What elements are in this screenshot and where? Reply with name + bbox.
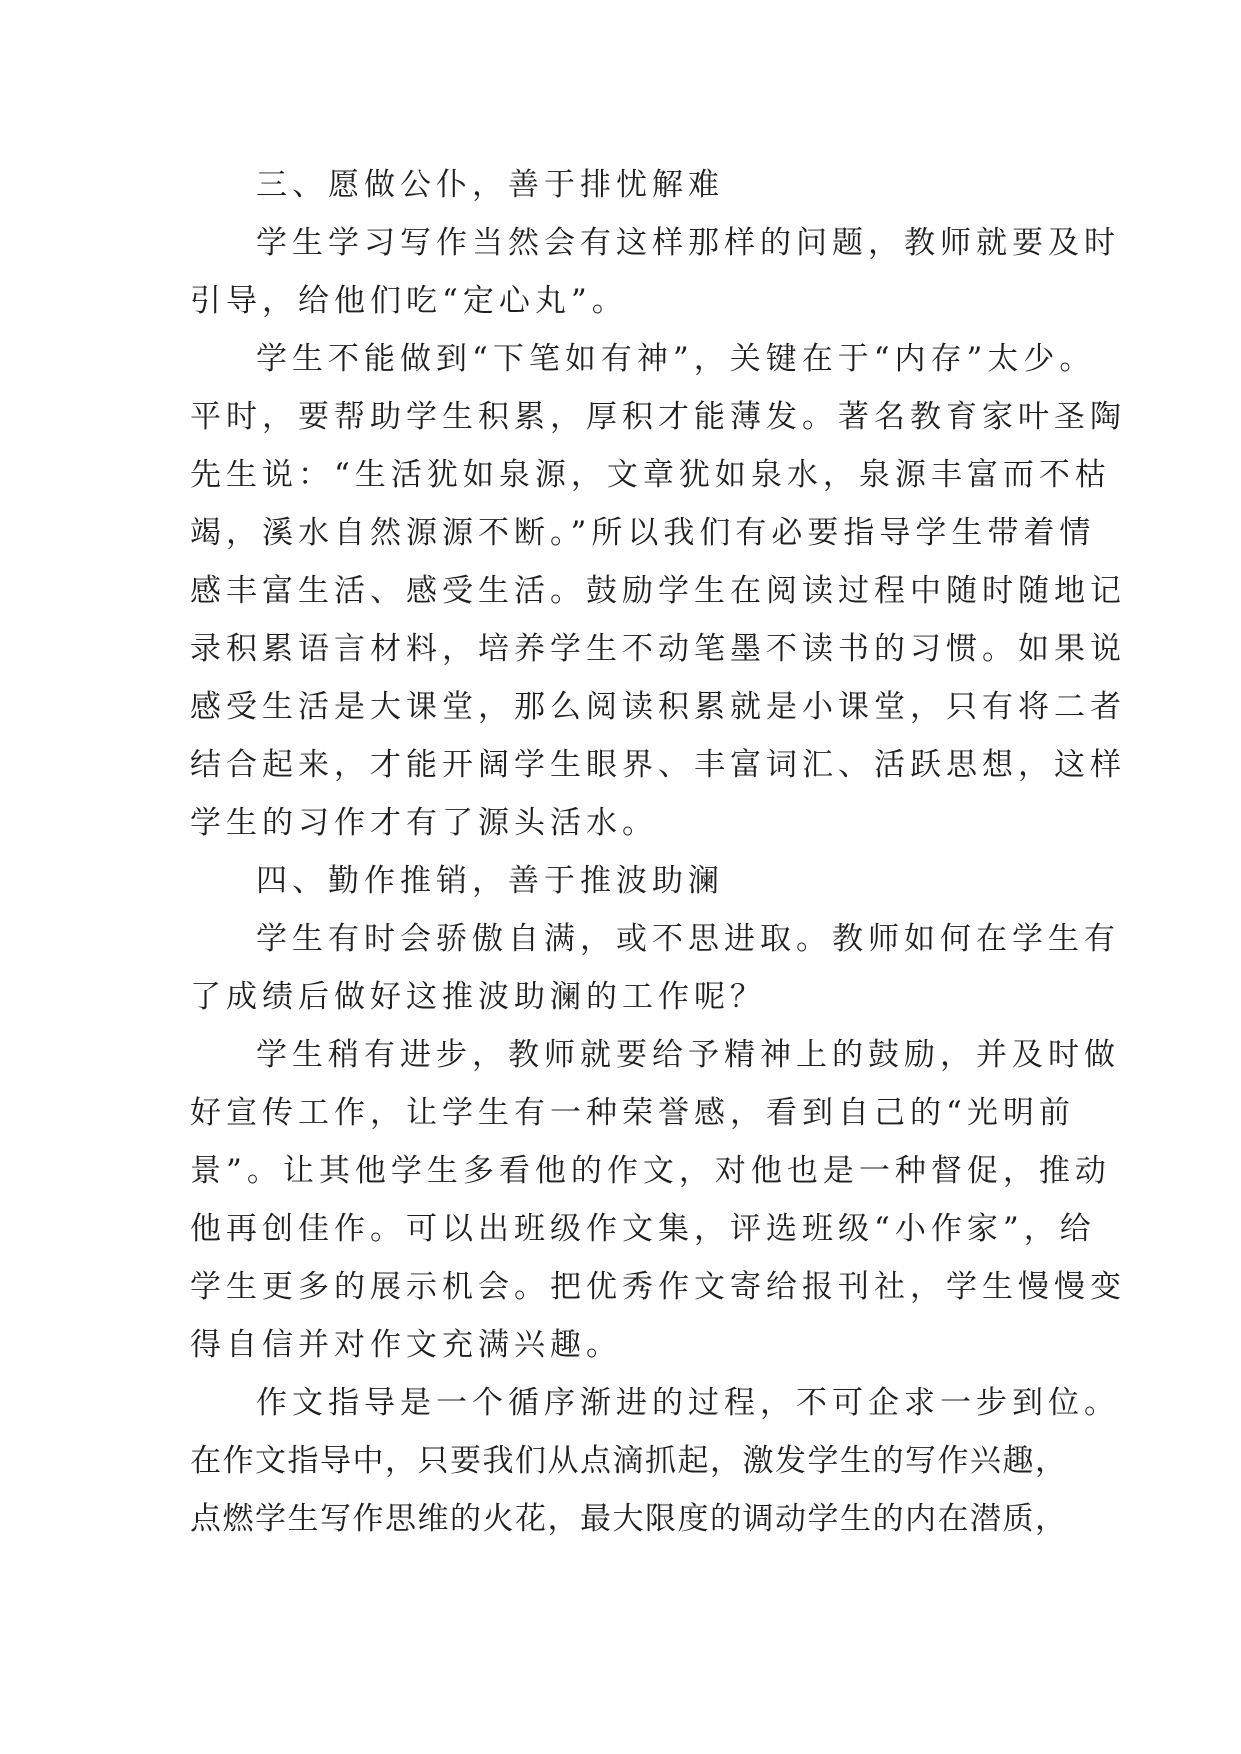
paragraph-line: 结合起来，才能开阔学生眼界、丰富词汇、活跃思想，这样 — [190, 747, 1126, 783]
paragraph-line: 作文指导是一个循序渐进的过程，不可企求一步到位。 — [256, 1385, 1120, 1421]
paragraph-line: 点燃学生写作思维的火花，最大限度的调动学生的内在潜质， — [190, 1501, 1068, 1537]
paragraph-line: 录积累语言材料，培养学生不动笔墨不读书的习惯。如果说 — [190, 631, 1126, 667]
paragraph-line: 好宣传工作，让学生有一种荣誉感，看到自己的“光明前 — [190, 1095, 1075, 1131]
paragraph-line: 景”。让其他学生多看他的作文，对他也是一种督促，推动 — [190, 1153, 1111, 1189]
paragraph-line: 了成绩后做好这推波助澜的工作呢？ — [190, 979, 766, 1015]
section-heading-4: 四、勤作推销，善于推波助澜 — [256, 863, 724, 899]
document-body — [190, 156, 1126, 1548]
paragraph-line: 学生不能做到“下笔如有神”，关键在于“内存”太少。 — [256, 341, 1096, 377]
paragraph-line: 感丰富生活、感受生活。鼓励学生在阅读过程中随时随地记 — [190, 573, 1126, 609]
section-heading-3: 三、愿做公仆，善于排忧解难 — [256, 167, 724, 203]
paragraph-line: 学生的习作才有了源头活水。 — [190, 805, 658, 841]
paragraph-line: 他再创佳作。可以出班级作文集，评选班级“小作家”，给 — [190, 1211, 1096, 1247]
paragraph-line: 得自信并对作文充满兴趣。 — [190, 1327, 622, 1363]
paragraph-line: 学生更多的展示机会。把优秀作文寄给报刊社，学生慢慢变 — [190, 1269, 1126, 1305]
paragraph-line: 学生稍有进步，教师就要给予精神上的鼓励，并及时做 — [256, 1037, 1120, 1073]
paragraph-line: 在作文指导中，只要我们从点滴抓起，激发学生的写作兴趣， — [190, 1443, 1068, 1479]
paragraph-line: 先生说：“生活犹如泉源，文章犹如泉水，泉源丰富而不枯 — [190, 457, 1111, 493]
paragraph-line: 感受生活是大课堂，那么阅读积累就是小课堂，只有将二者 — [190, 689, 1126, 725]
paragraph-line: 学生有时会骄傲自满，或不思进取。教师如何在学生有 — [256, 921, 1120, 957]
paragraph-line: 引导，给他们吃“定心丸”。 — [190, 283, 628, 319]
paragraph-line: 平时，要帮助学生积累，厚积才能薄发。著名教育家叶圣陶 — [190, 399, 1126, 435]
paragraph-line: 竭，溪水自然源源不断。”所以我们有必要指导学生带着情 — [190, 515, 1096, 551]
paragraph-line: 学生学习写作当然会有这样那样的问题，教师就要及时 — [256, 225, 1120, 261]
